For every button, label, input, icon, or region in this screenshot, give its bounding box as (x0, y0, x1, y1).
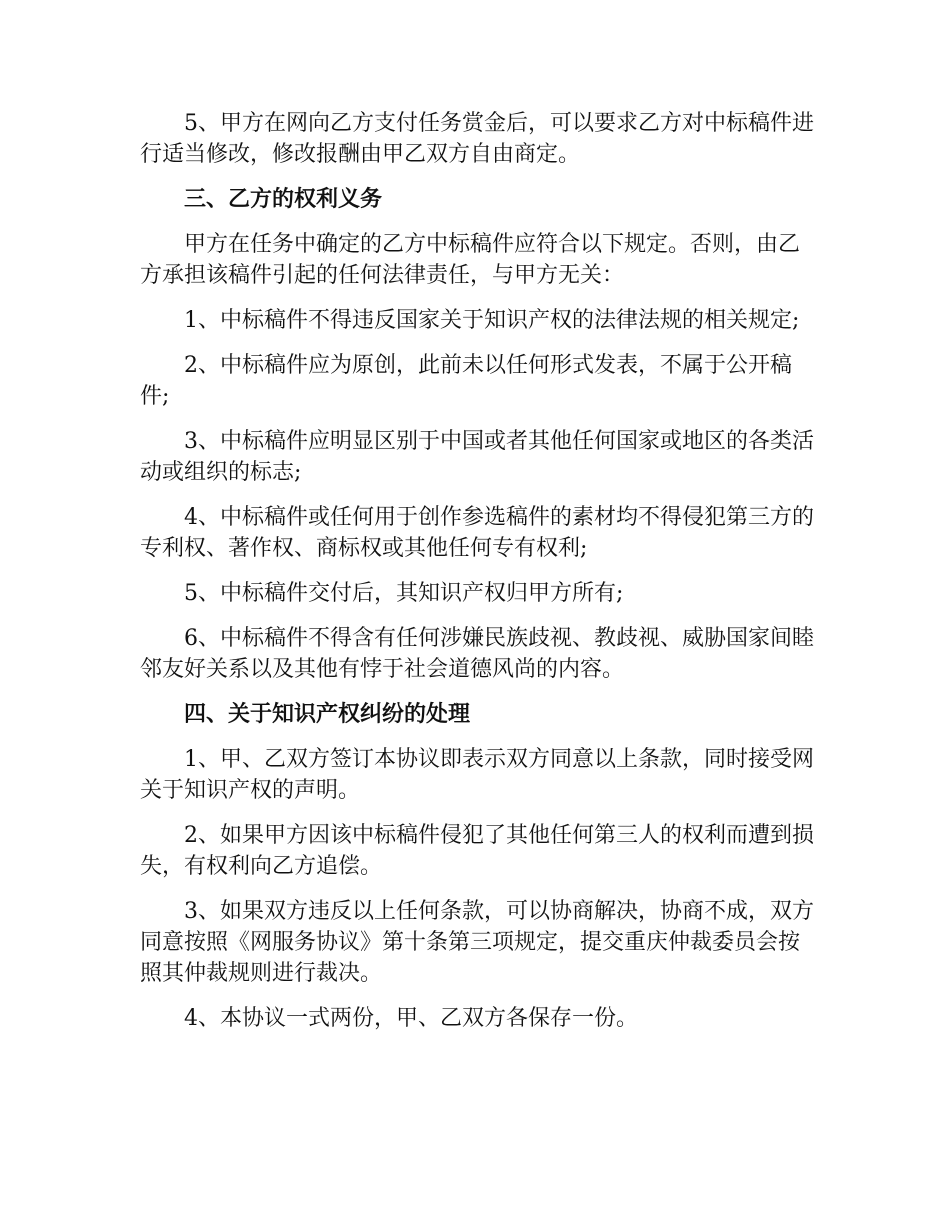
section-heading-ip-disputes: 四、关于知识产权纠纷的处理 (184, 702, 471, 727)
paragraph-rule-5: 5、中标稿件交付后，其知识产权归甲方所有; (184, 581, 624, 606)
paragraph-rule-6: 6、中标稿件不得含有任何涉嫌民族歧视、教歧视、威胁国家间睦邻友好关系以及其他有悖于社会道德风尚的内容。 (140, 626, 814, 682)
paragraph-party-b-intro: 甲方在任务中确定的乙方中标稿件应符合以下规定。否则，由乙方承担该稿件引起的任何法律责任，与甲方无关： (140, 232, 801, 288)
paragraph-rule-3: 3、中标稿件应明显区别于中国或者其他任何国家或地区的各类活动或组织的标志; (140, 429, 814, 485)
paragraph-revision-clause: 5、甲方在网向乙方支付任务赏金后，可以要求乙方对中标稿件进行适当修改，修改报酬由甲乙双方自由商定。 (140, 111, 814, 167)
paragraph-rule-4: 4、中标稿件或任何用于创作参选稿件的素材均不得侵犯第三方的专利权、著作权、商标权或其他任何专有权利; (140, 505, 814, 561)
paragraph-rule-2: 2、中标稿件应为原创，此前未以任何形式发表，不属于公开稿件; (140, 353, 792, 409)
paragraph-dispute-4: 4、本协议一式两份，甲、乙双方各保存一份。 (184, 1006, 638, 1031)
paragraph-rule-1: 1、中标稿件不得违反国家关于知识产权的法律法规的相关规定; (184, 308, 800, 333)
paragraph-dispute-2: 2、如果甲方因该中标稿件侵犯了其他任何第三人的权利而遭到损失，有权利向乙方追偿。 (140, 823, 814, 879)
document-body (140, 108, 820, 1048)
paragraph-dispute-1: 1、甲、乙双方签订本协议即表示双方同意以上条款，同时接受网关于知识产权的声明。 (140, 747, 814, 803)
paragraph-dispute-3: 3、如果双方违反以上任何条款，可以协商解决，协商不成，双方同意按照《网服务协议》第十条第三项规定，提交重庆仲裁委员会按照其仲裁规则进行裁决。 (140, 899, 814, 986)
section-heading-party-b-rights: 三、乙方的权利义务 (184, 187, 383, 212)
